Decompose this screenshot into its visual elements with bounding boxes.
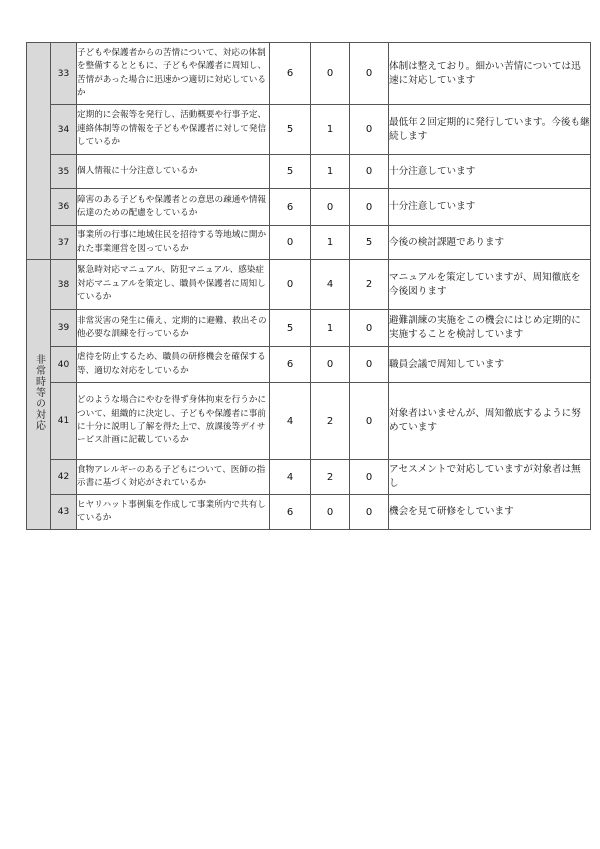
count-b: 1: [311, 226, 350, 260]
item-question: 事業所の行事に地域住民を招待する等地域に開かれた事業運営を図っているか: [77, 226, 270, 260]
item-number: 35: [51, 155, 77, 189]
item-comment: 十分注意しています: [389, 189, 591, 226]
count-a: 6: [270, 189, 311, 226]
count-c: 2: [350, 260, 389, 310]
item-number: 39: [51, 310, 77, 347]
item-comment: 対象者はいませんが、周知徹底するように努めています: [389, 383, 591, 460]
count-a: 4: [270, 460, 311, 495]
count-b: 0: [311, 495, 350, 530]
item-number: 41: [51, 383, 77, 460]
item-comment: 機会を見て研修をしています: [389, 495, 591, 530]
table-row: [27, 105, 591, 155]
count-c: 0: [350, 495, 389, 530]
count-b: 0: [311, 189, 350, 226]
count-a: 0: [270, 260, 311, 310]
count-c: 0: [350, 43, 389, 105]
item-comment: 今後の検討課題であります: [389, 226, 591, 260]
item-number: 38: [51, 260, 77, 310]
count-b: 1: [311, 105, 350, 155]
table-row: [27, 495, 591, 530]
item-comment: 十分注意しています: [389, 155, 591, 189]
table-row: [27, 383, 591, 460]
count-a: 5: [270, 310, 311, 347]
count-a: 5: [270, 155, 311, 189]
count-b: 1: [311, 310, 350, 347]
count-b: 0: [311, 43, 350, 105]
count-c: 0: [350, 155, 389, 189]
item-question: 食物アレルギーのある子どもについて、医師の指示書に基づく対応がされているか: [77, 460, 270, 495]
table-row: [27, 310, 591, 347]
count-c: 5: [350, 226, 389, 260]
count-a: 6: [270, 43, 311, 105]
table-row: [27, 260, 591, 310]
count-a: 0: [270, 226, 311, 260]
evaluation-table: [26, 42, 591, 530]
count-b: 1: [311, 155, 350, 189]
item-comment: 最低年２回定期的に発行しています。今後も継続します: [389, 105, 591, 155]
count-a: 6: [270, 347, 311, 383]
item-number: 36: [51, 189, 77, 226]
item-comment: マニュアルを策定していますが、周知徹底を今後図ります: [389, 260, 591, 310]
item-number: 43: [51, 495, 77, 530]
evaluation-table-body: [27, 43, 591, 530]
item-question: 虐待を防止するため、職員の研修機会を確保する等、適切な対応をしているか: [77, 347, 270, 383]
count-c: 0: [350, 347, 389, 383]
count-c: 0: [350, 460, 389, 495]
item-number: 34: [51, 105, 77, 155]
item-question: 非常災害の発生に備え、定期的に避難、救出その他必要な訓練を行っているか: [77, 310, 270, 347]
count-c: 0: [350, 310, 389, 347]
table-row: [27, 460, 591, 495]
table-row: [27, 347, 591, 383]
item-number: 37: [51, 226, 77, 260]
table-row: [27, 155, 591, 189]
count-a: 4: [270, 383, 311, 460]
table-row: [27, 226, 591, 260]
item-comment: 体制は整えており。細かい苦情については迅速に対応しています: [389, 43, 591, 105]
count-b: 0: [311, 347, 350, 383]
count-c: 0: [350, 105, 389, 155]
table-row: [27, 189, 591, 226]
count-a: 6: [270, 495, 311, 530]
count-b: 2: [311, 460, 350, 495]
category-cell-emergency: [27, 260, 51, 530]
category-cell-prev: [27, 43, 51, 260]
item-comment: アセスメントで対応していますが対象者は無し: [389, 460, 591, 495]
item-question: どのような場合にやむを得ず身体拘束を行うかについて、組織的に決定し、子どもや保護者に事前に十分に説明し了解を得た上で、放課後等デイサービス計画に記載しているか: [77, 383, 270, 460]
item-question: 個人情報に十分注意しているか: [77, 155, 270, 189]
item-question: 緊急時対応マニュアル、防犯マニュアル、感染症対応マニュアルを策定し、職員や保護者に周知しているか: [77, 260, 270, 310]
count-c: 0: [350, 189, 389, 226]
count-b: 4: [311, 260, 350, 310]
item-comment: 職員会議で周知しています: [389, 347, 591, 383]
item-number: 33: [51, 43, 77, 105]
category-label: 非常時等の対応: [33, 354, 45, 431]
count-c: 0: [350, 383, 389, 460]
item-question: ヒヤリハット事例集を作成して事業所内で共有しているか: [77, 495, 270, 530]
item-number: 42: [51, 460, 77, 495]
item-comment: 避難訓練の実施をこの機会にはじめ定期的に実施することを検討しています: [389, 310, 591, 347]
item-question: 定期的に会報等を発行し、活動概要や行事予定、連絡体制等の情報を子どもや保護者に対して発信しているか: [77, 105, 270, 155]
item-question: 子どもや保護者からの苦情について、対応の体制を整備するとともに、子どもや保護者に周知し、苦情があった場合に迅速かつ適切に対応しているか: [77, 43, 270, 105]
item-number: 40: [51, 347, 77, 383]
item-question: 障害のある子どもや保護者との意思の疎通や情報伝達のための配慮をしているか: [77, 189, 270, 226]
count-b: 2: [311, 383, 350, 460]
table-row: [27, 43, 591, 105]
count-a: 5: [270, 105, 311, 155]
